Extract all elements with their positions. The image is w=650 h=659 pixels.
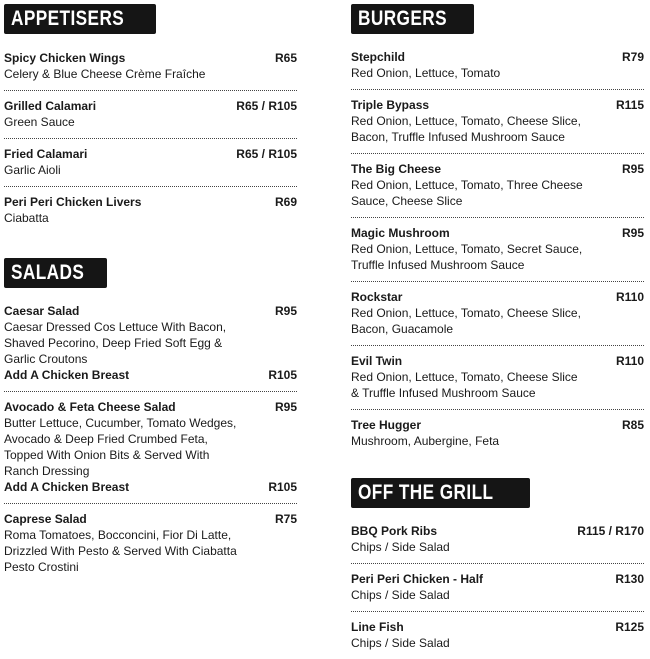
extra-name: Add A Chicken Breast [4,480,130,494]
section-header-appetisers [4,4,156,34]
appetisers-list [4,43,297,234]
item-name: Line Fish [351,620,404,634]
section-title: SALADS [11,261,85,284]
item-name: Tree Hugger [351,418,422,432]
item-heading [351,289,644,305]
item-name: Stepchild [351,50,406,64]
item-description: Mushroom, Aubergine, Feta [351,434,500,448]
item-price: R125 [615,620,644,634]
item-heading [4,98,297,114]
menu-item [4,392,297,504]
item-price: R110 [615,354,644,368]
item-extra [4,479,297,495]
menu-item [351,516,644,564]
item-extra [4,367,297,383]
item-heading [351,619,644,635]
item-description: Shaved Pecorino, Deep Fried Soft Egg & [4,336,223,350]
item-name: Magic Mushroom [351,226,450,240]
item-price: R95 [274,400,297,414]
item-description: Avocado & Deep Fried Crumbed Feta, [4,432,208,446]
off-the-grill-list [351,516,644,659]
item-description: Chips / Side Salad [351,636,450,650]
item-name: Spicy Chicken Wings [4,51,126,65]
item-price: R79 [621,50,644,64]
item-description: Butter Lettuce, Cucumber, Tomato Wedges, [4,416,237,430]
item-description: Garlic Aioli [4,163,61,177]
item-price: R65 / R105 [236,147,297,161]
item-heading [4,194,297,210]
section-title: BURGERS [358,7,447,30]
item-description: Garlic Croutons [4,352,88,366]
item-heading [4,303,297,319]
section-header-burgers [351,4,474,34]
item-name: Caesar Salad [4,304,80,318]
item-name: Fried Calamari [4,147,88,161]
item-description: Ciabatta [4,211,49,225]
extra-price: R105 [268,480,297,494]
item-heading [351,49,644,65]
item-heading [351,571,644,587]
menu-item [4,43,297,91]
menu-item [351,346,644,410]
item-price: R115 [615,98,644,112]
item-heading [351,97,644,113]
item-description: Red Onion, Lettuce, Tomato, Secret Sauce, [351,242,583,256]
item-description: Red Onion, Lettuce, Tomato [351,66,501,80]
menu-item [351,612,644,659]
item-description: & Truffle Infused Mushroom Sauce [351,386,536,400]
item-price: R115 / R170 [577,524,644,538]
section-header-off-the-grill [351,478,530,508]
section-title: APPETISERS [11,7,125,30]
menu-item [4,91,297,139]
burgers-list [351,42,644,457]
item-description: Chips / Side Salad [351,588,450,602]
item-heading [4,50,297,66]
item-price: R69 [274,195,297,209]
extra-name: Add A Chicken Breast [4,368,130,382]
item-price: R110 [615,290,644,304]
item-name: Avocado & Feta Cheese Salad [4,400,176,414]
item-name: Caprese Salad [4,512,87,526]
item-name: Peri Peri Chicken - Half [351,572,484,586]
item-price: R65 [274,51,297,65]
item-price: R95 [621,162,644,176]
item-description: Roma Tomatoes, Bocconcini, Fior Di Latte, [4,528,232,542]
item-name: The Big Cheese [351,162,442,176]
item-name: BBQ Pork Ribs [351,524,438,538]
item-heading [4,399,297,415]
item-description: Drizzled With Pesto & Served With Ciabatta [4,544,237,558]
item-heading [4,511,297,527]
item-description: Topped With Onion Bits & Served With [4,448,210,462]
item-heading [4,146,297,162]
item-heading [351,523,644,539]
item-heading [351,161,644,177]
item-name: Evil Twin [351,354,403,368]
item-description: Caesar Dressed Cos Lettuce With Bacon, [4,320,227,334]
item-description: Pesto Crostini [4,560,79,574]
menu-item [4,187,297,234]
menu-item [351,218,644,282]
item-description: Bacon, Guacamole [351,322,454,336]
item-description: Red Onion, Lettuce, Tomato, Cheese Slice [351,370,578,384]
item-price: R75 [274,512,297,526]
item-price: R95 [274,304,297,318]
item-name: Peri Peri Chicken Livers [4,195,142,209]
item-price: R95 [621,226,644,240]
section-title: OFF THE GRILL [358,481,494,504]
item-description: Red Onion, Lettuce, Tomato, Three Cheese [351,178,583,192]
menu-item [351,154,644,218]
item-description: Red Onion, Lettuce, Tomato, Cheese Slice, [351,306,581,320]
menu-item [351,90,644,154]
item-name: Rockstar [351,290,403,304]
item-heading [351,225,644,241]
menu-item [4,504,297,583]
menu-item [351,410,644,457]
section-header-salads [4,258,107,288]
item-description: Truffle Infused Mushroom Sauce [351,258,525,272]
item-price: R85 [621,418,644,432]
menu-item [4,296,297,392]
salads-list [4,296,297,583]
menu-item [351,282,644,346]
item-price: R65 / R105 [236,99,297,113]
extra-price: R105 [268,368,297,382]
item-description: Green Sauce [4,115,75,129]
menu-item [4,139,297,187]
item-description: Ranch Dressing [4,464,90,478]
item-description: Celery & Blue Cheese Crème Fraîche [4,67,206,81]
item-name: Triple Bypass [351,98,430,112]
item-description: Bacon, Truffle Infused Mushroom Sauce [351,130,565,144]
item-heading [351,417,644,433]
item-description: Sauce, Cheese Slice [351,194,463,208]
menu-item [351,42,644,90]
item-price: R130 [615,572,644,586]
item-name: Grilled Calamari [4,99,97,113]
item-description: Chips / Side Salad [351,540,450,554]
menu-item [351,564,644,612]
item-description: Red Onion, Lettuce, Tomato, Cheese Slice, [351,114,581,128]
item-heading [351,353,644,369]
